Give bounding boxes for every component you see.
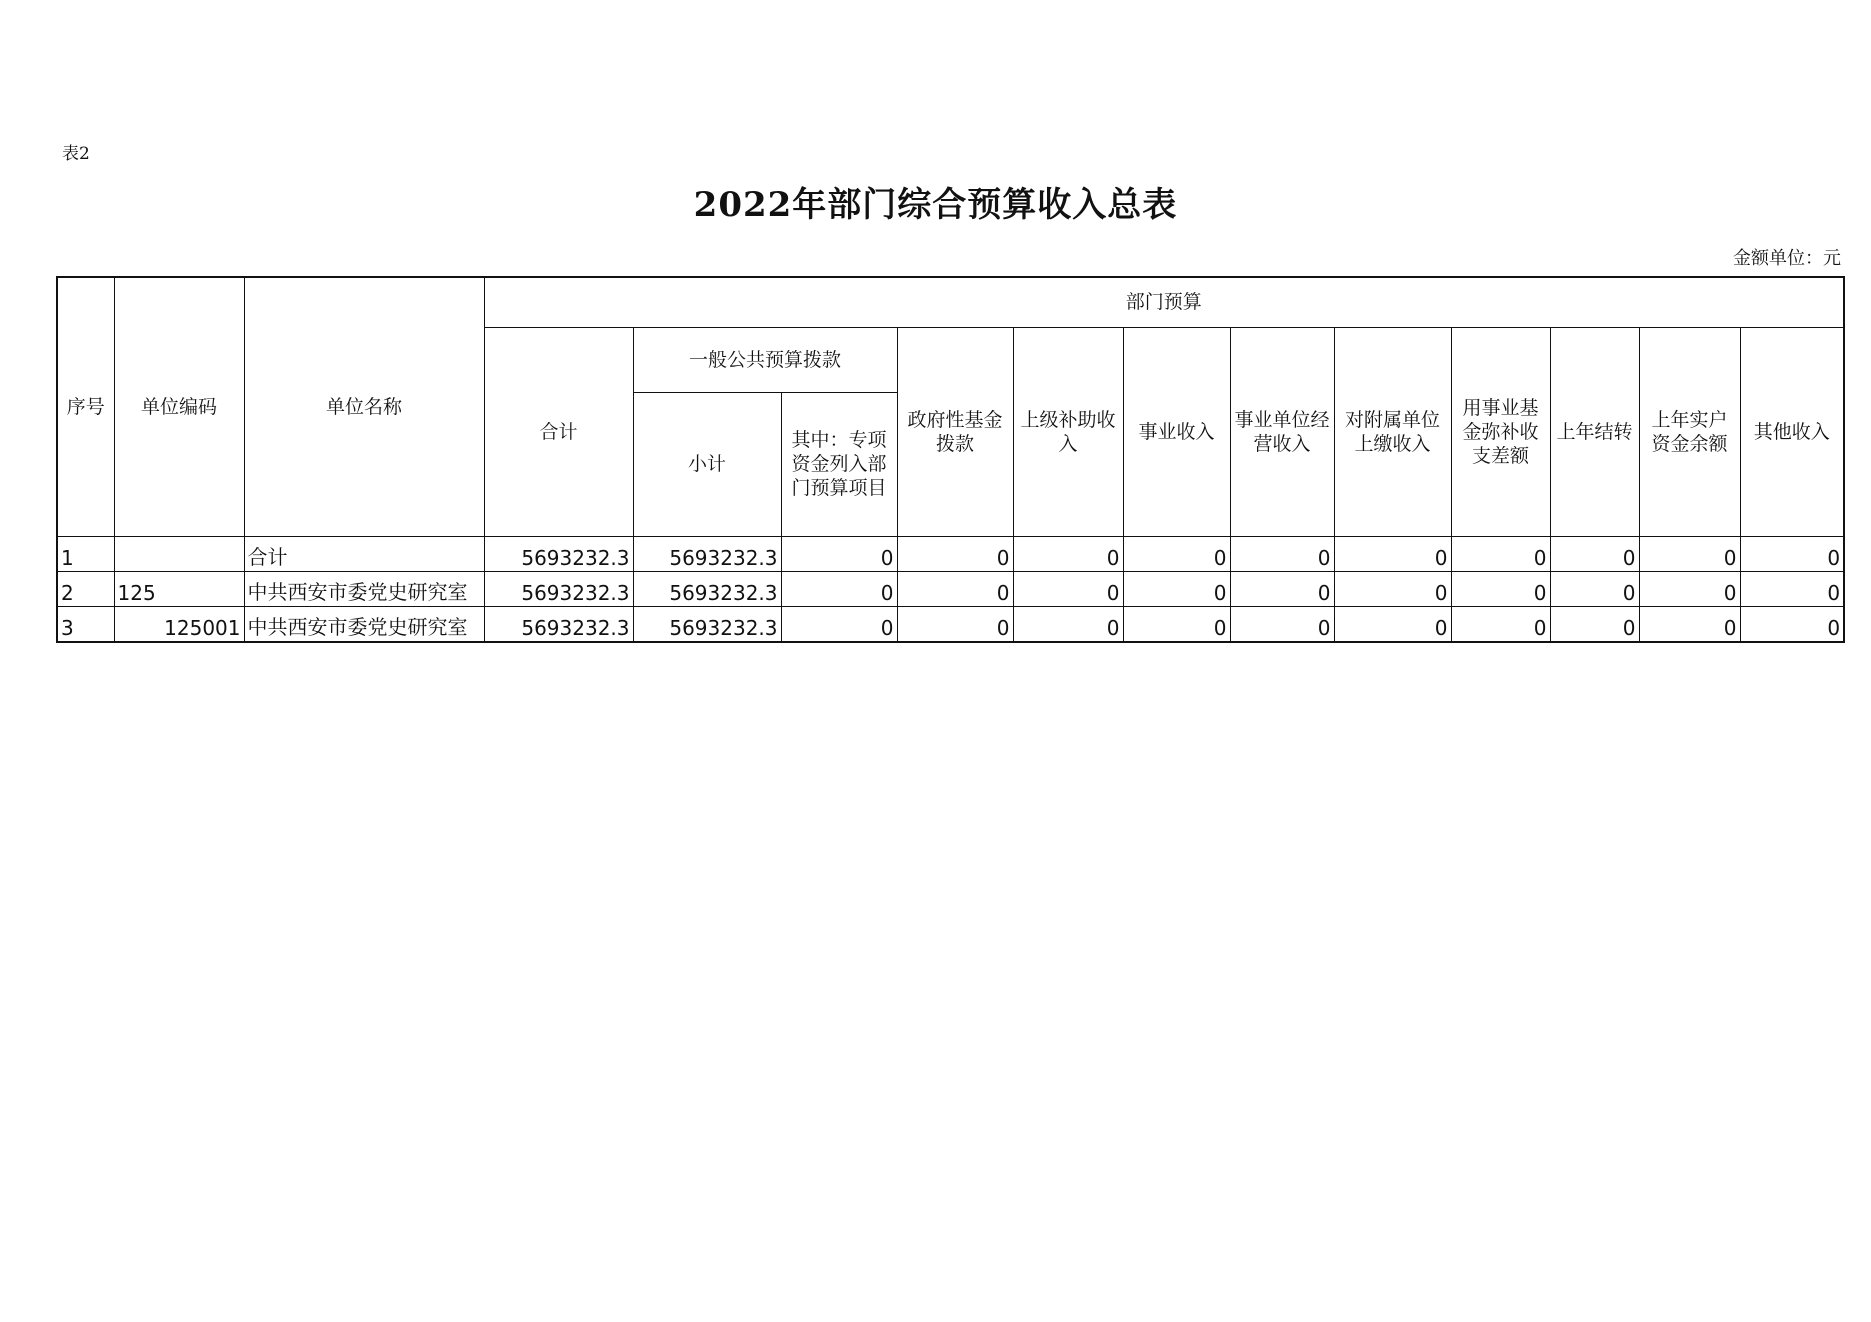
cell-subtotal: 5693232.3	[633, 571, 781, 606]
page-label: 表2	[62, 144, 90, 164]
header-other-income: 其他收入	[1740, 327, 1844, 536]
header-affiliated-income: 对附属单位上缴收入	[1334, 327, 1451, 536]
cell-seq: 2	[57, 571, 114, 606]
document-title: 2022年部门综合预算收入总表	[693, 185, 1178, 225]
cell-code: 125	[114, 571, 244, 606]
cell-gov-fund: 0	[897, 536, 1013, 571]
table-row	[57, 536, 1844, 571]
cell-affiliated: 0	[1334, 536, 1451, 571]
cell-balance: 0	[1639, 571, 1740, 606]
table-row	[57, 571, 1844, 606]
cell-superior: 0	[1013, 536, 1123, 571]
cell-name: 中共西安市委党史研究室	[244, 571, 484, 606]
header-unit-code: 单位编码	[114, 277, 244, 536]
cell-special: 0	[781, 571, 897, 606]
cell-superior: 0	[1013, 571, 1123, 606]
cell-subtotal: 5693232.3	[633, 536, 781, 571]
cell-gov-fund: 0	[897, 571, 1013, 606]
header-business-income: 事业收入	[1123, 327, 1230, 536]
cell-gov-fund: 0	[897, 606, 1013, 642]
cell-carryover: 0	[1550, 571, 1639, 606]
header-operating-income: 事业单位经营收入	[1230, 327, 1334, 536]
cell-operating: 0	[1230, 606, 1334, 642]
cell-carryover: 0	[1550, 536, 1639, 571]
cell-operating: 0	[1230, 536, 1334, 571]
unit-note: 金额单位：元	[1733, 248, 1841, 269]
header-general-public-budget: 一般公共预算拨款	[633, 327, 897, 392]
header-gov-fund: 政府性基金拨款	[897, 327, 1013, 536]
table-row	[57, 606, 1844, 642]
cell-name: 中共西安市委党史研究室	[244, 606, 484, 642]
cell-affiliated: 0	[1334, 606, 1451, 642]
header-total: 合计	[484, 327, 633, 536]
cell-fund-deficit: 0	[1451, 606, 1550, 642]
cell-seq: 3	[57, 606, 114, 642]
cell-subtotal: 5693232.3	[633, 606, 781, 642]
cell-other: 0	[1740, 606, 1844, 642]
header-seq: 序号	[57, 277, 114, 536]
header-balance: 上年实户资金余额	[1639, 327, 1740, 536]
cell-other: 0	[1740, 536, 1844, 571]
budget-income-table	[56, 276, 1845, 643]
cell-fund-deficit: 0	[1451, 536, 1550, 571]
cell-special: 0	[781, 606, 897, 642]
header-fund-deficit: 用事业基金弥补收支差额	[1451, 327, 1550, 536]
header-dept-budget: 部门预算	[484, 277, 1844, 327]
cell-total: 5693232.3	[484, 536, 633, 571]
cell-name: 合计	[244, 536, 484, 571]
cell-seq: 1	[57, 536, 114, 571]
cell-fund-deficit: 0	[1451, 571, 1550, 606]
cell-total: 5693232.3	[484, 571, 633, 606]
cell-superior: 0	[1013, 606, 1123, 642]
cell-code: 125001	[114, 606, 244, 642]
cell-business: 0	[1123, 606, 1230, 642]
cell-special: 0	[781, 536, 897, 571]
cell-carryover: 0	[1550, 606, 1639, 642]
cell-code	[114, 536, 244, 571]
cell-operating: 0	[1230, 571, 1334, 606]
cell-business: 0	[1123, 571, 1230, 606]
cell-total: 5693232.3	[484, 606, 633, 642]
header-subtotal: 小计	[633, 392, 781, 536]
cell-affiliated: 0	[1334, 571, 1451, 606]
cell-business: 0	[1123, 536, 1230, 571]
header-carryover: 上年结转	[1550, 327, 1639, 536]
cell-other: 0	[1740, 571, 1844, 606]
header-unit-name: 单位名称	[244, 277, 484, 536]
cell-balance: 0	[1639, 606, 1740, 642]
cell-balance: 0	[1639, 536, 1740, 571]
header-superior-subsidy: 上级补助收入	[1013, 327, 1123, 536]
header-special-funds: 其中：专项资金列入部门预算项目	[781, 392, 897, 536]
